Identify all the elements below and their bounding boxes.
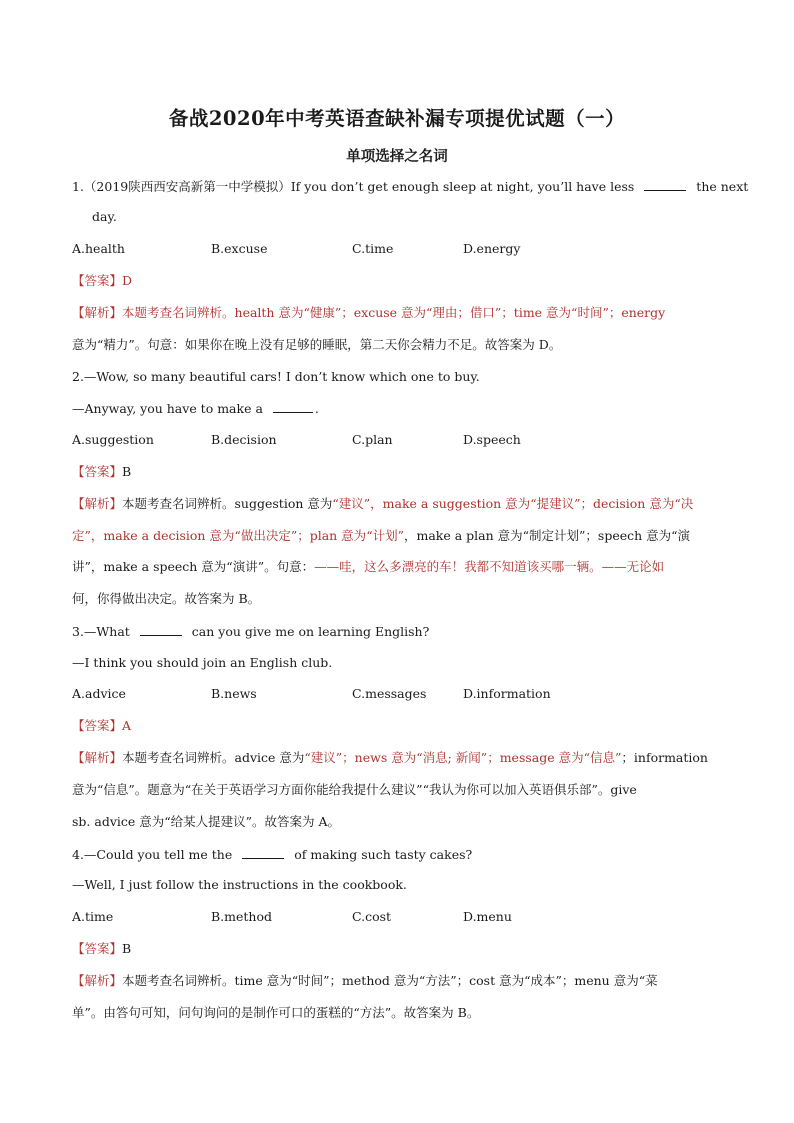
question-4-explanation-line1 bbox=[72, 973, 732, 989]
question-4-suffix: of making such tasty cakes? bbox=[294, 847, 473, 862]
question-1-answer bbox=[72, 273, 732, 289]
answer-value: B bbox=[122, 464, 132, 479]
question-1-option-b: B.excuse bbox=[211, 241, 268, 256]
question-1-option-d: D.energy bbox=[463, 241, 521, 256]
question-2-stem-line1: 2.—Wow, so many beautiful cars! I don’t know which one to buy. bbox=[72, 369, 480, 384]
question-1-blank bbox=[644, 178, 686, 191]
section-subtitle: 单项选择之名词 bbox=[346, 148, 448, 165]
question-3-explanation-line1 bbox=[72, 750, 732, 766]
question-2-blank bbox=[273, 400, 313, 413]
question-3-prefix: 3.—What bbox=[72, 624, 130, 639]
question-3-stem-line1 bbox=[72, 623, 732, 640]
question-1-stem bbox=[72, 178, 749, 195]
question-2-explanation-line4: 何，你得做出决定。故答案为 B。 bbox=[72, 591, 261, 606]
question-2-stem-line2 bbox=[72, 400, 732, 417]
question-1-option-c: C.time bbox=[352, 241, 394, 256]
question-2-option-c: C.plan bbox=[352, 432, 393, 447]
question-2-explanation-line3 bbox=[72, 559, 732, 575]
question-2-suffix: . bbox=[314, 401, 319, 416]
explanation-text: 本题考查名词辨析。time 意为“时间”；method 意为“方法”；cost 意为“成本”；menu 意为“菜 bbox=[122, 973, 658, 988]
question-3-option-c: C.messages bbox=[352, 686, 427, 701]
question-4-option-b: B.method bbox=[211, 909, 273, 924]
question-1-explanation-line1 bbox=[72, 305, 732, 321]
explanation-text: “信息” bbox=[583, 750, 622, 765]
explanation-label: 【解析】 bbox=[72, 305, 123, 320]
explanation-text: ；information bbox=[621, 750, 708, 765]
question-3-blank bbox=[140, 623, 182, 636]
question-3-stem-line2: —I think you should join an English club. bbox=[72, 655, 333, 670]
question-4-answer bbox=[72, 941, 732, 957]
explanation-text: “决 bbox=[674, 496, 694, 511]
explanation-text: 本题考查名词辨析。health 意为“健康”；excuse 意为“理由；借口”；time 意为“时间”；energy bbox=[122, 305, 666, 320]
answer-label: 【答案】 bbox=[72, 941, 123, 956]
question-4-blank bbox=[242, 846, 284, 859]
explanation-text: ，make a plan 意为“制定计划”；speech 意为“演 bbox=[403, 528, 691, 543]
explanation-text: “建议”；news 意为“消息; 新闻”；message 意为 bbox=[304, 750, 584, 765]
explanation-text: “建议”，make a suggestion 意为 bbox=[332, 496, 531, 511]
explanation-text: “计划” bbox=[366, 528, 404, 543]
explanation-text: ——哇，这么多漂亮的车！我都不知道该买哪一辆。——无论如 bbox=[314, 559, 665, 574]
question-1-option-a: A.health bbox=[72, 241, 125, 256]
question-1-stem-line2: day. bbox=[92, 209, 117, 224]
answer-value: B bbox=[122, 941, 132, 956]
question-3-option-a: A.advice bbox=[72, 686, 126, 701]
question-2-option-d: D.speech bbox=[463, 432, 521, 447]
question-4-stem-line2: —Well, I just follow the instructions in the cookbook. bbox=[72, 877, 407, 892]
explanation-text: 本题考查名词辨析。suggestion 意为 bbox=[122, 496, 333, 511]
question-4-prefix: 4.—Could you tell me the bbox=[72, 847, 233, 862]
question-2-answer bbox=[72, 464, 732, 480]
question-1-explanation-line2: 意为“精力”。句意：如果你在晚上没有足够的睡眠，第二天你会精力不足。故答案为 D。 bbox=[72, 337, 562, 352]
answer-value: A bbox=[122, 718, 132, 733]
question-4-option-d: D.menu bbox=[463, 909, 512, 924]
question-4-option-c: C.cost bbox=[352, 909, 392, 924]
explanation-text: 本题考查名词辨析。advice 意为 bbox=[122, 750, 305, 765]
question-3-explanation-line2: 意为“信息”。题意为“在关于英语学习方面你能给我提什么建议”“我认为你可以加入英语俱乐部”。give bbox=[72, 782, 637, 797]
answer-label: 【答案】 bbox=[72, 718, 123, 733]
question-3-option-b: B.news bbox=[211, 686, 257, 701]
question-3-suffix: can you give me on learning English? bbox=[191, 624, 430, 639]
answer-value: D bbox=[122, 273, 133, 288]
question-3-explanation-line3: sb. advice 意为“给某人提建议”。故答案为 A。 bbox=[72, 814, 341, 829]
explanation-text: 讲”，make a speech 意为“演讲”。句意： bbox=[72, 559, 315, 574]
question-2-prefix: —Anyway, you have to make a bbox=[72, 401, 263, 416]
question-2-option-a: A.suggestion bbox=[72, 432, 154, 447]
question-3-answer bbox=[72, 718, 732, 734]
question-4-explanation-line2: 单”。由答句可知，问句询问的是制作可口的蛋糕的“方法”。故答案为 B。 bbox=[72, 1005, 480, 1020]
page-title: 备战2020年中考英语查缺补漏专项提优试题（一） bbox=[168, 107, 626, 130]
answer-label: 【答案】 bbox=[72, 273, 123, 288]
question-2-explanation-line2 bbox=[72, 528, 732, 544]
explanation-label: 【解析】 bbox=[72, 973, 123, 988]
question-1-prefix: 1.（2019陕西西安高新第一中学模拟）If you don’t get enough sleep at night, you’ll have less bbox=[72, 179, 635, 194]
explanation-text: 定”，make a decision 意为“做出决定”；plan 意为 bbox=[72, 528, 367, 543]
explanation-label: 【解析】 bbox=[72, 496, 123, 511]
question-4-stem-line1 bbox=[72, 846, 732, 863]
question-1-suffix: the next bbox=[696, 179, 749, 194]
question-2-explanation-line1 bbox=[72, 496, 732, 512]
question-4-option-a: A.time bbox=[72, 909, 114, 924]
question-2-option-b: B.decision bbox=[211, 432, 277, 447]
explanation-label: 【解析】 bbox=[72, 750, 123, 765]
question-3-option-d: D.information bbox=[463, 686, 551, 701]
explanation-text: “提建议”；decision 意为 bbox=[530, 496, 675, 511]
answer-label: 【答案】 bbox=[72, 464, 123, 479]
